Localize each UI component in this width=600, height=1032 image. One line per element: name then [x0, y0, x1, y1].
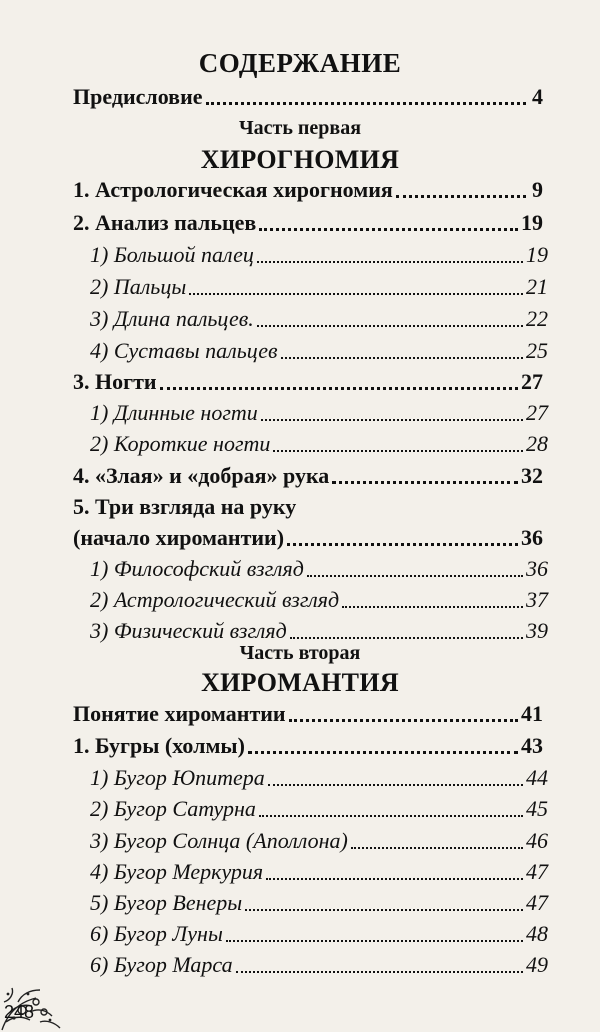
dot-leader — [206, 102, 526, 105]
toc-entry-label: 2) Астрологический взгляд — [90, 587, 340, 612]
toc-entry — [73, 459, 543, 489]
dot-leader — [259, 228, 518, 231]
toc-subentry — [90, 917, 548, 947]
toc-page-number: 43 — [521, 733, 543, 758]
toc-entry-label: 5) Бугор Венеры — [90, 890, 243, 915]
dot-leader — [287, 543, 518, 546]
toc-subentry — [90, 552, 548, 582]
toc-entry-label: Предисловие — [73, 84, 203, 109]
toc-subentry — [90, 396, 548, 426]
dot-leader — [189, 293, 523, 295]
toc-page-number: 39 — [526, 618, 548, 643]
toc-entry — [73, 490, 543, 520]
toc-entry-label: 2) Пальцы — [90, 274, 187, 299]
toc-entry-label: 1) Бугор Юпитера — [90, 765, 265, 790]
toc-page-number: 44 — [526, 765, 548, 790]
dot-leader — [236, 971, 523, 973]
toc-page-number: 41 — [521, 701, 543, 726]
toc-page-number: 27 — [526, 400, 548, 425]
toc-page-number: 32 — [521, 463, 543, 488]
toc-entry-label: 1) Философский взгляд — [90, 556, 304, 581]
toc-entry-label: 3. Ногти — [73, 369, 157, 394]
part-heading: Часть вторая — [239, 642, 361, 664]
part-heading: Часть первая — [238, 117, 362, 139]
toc-page-number: 37 — [526, 587, 548, 612]
dot-leader — [226, 940, 523, 942]
toc-entry-continuation — [73, 521, 543, 551]
toc-entry-label: 2) Короткие ногти — [90, 431, 271, 456]
toc-subentry — [90, 761, 548, 791]
toc-entry-label: 6) Бугор Марса — [90, 952, 233, 977]
toc-page-number: 25 — [526, 338, 548, 363]
section-heading: ХИРОМАНТИЯ — [201, 668, 399, 697]
dot-leader — [268, 784, 523, 786]
toc-page-number: 4 — [532, 84, 543, 109]
toc-page-number: 21 — [526, 274, 548, 299]
toc-entry-label: 3) Длина пальцев. — [90, 306, 254, 331]
toc-entry-label: 1. Бугры (холмы) — [73, 733, 245, 758]
dot-leader — [307, 575, 523, 577]
toc-subentry — [90, 614, 548, 644]
toc-entry-label: 3) Физический взгляд — [90, 618, 287, 643]
toc-subentry — [90, 583, 548, 613]
dot-leader — [351, 847, 523, 849]
dot-leader — [289, 719, 518, 722]
dot-leader — [342, 606, 523, 608]
dot-leader — [261, 419, 523, 421]
toc-entry-label: 4. «Злая» и «добрая» рука — [73, 463, 330, 488]
toc-subentry — [90, 238, 548, 268]
toc-page-number: 22 — [526, 306, 548, 331]
toc-page-number: 19 — [521, 210, 543, 235]
toc-entry-label: 3) Бугор Солнца (Аполлона) — [90, 828, 348, 853]
toc-page-number: 47 — [526, 859, 548, 884]
toc-page-number: 45 — [526, 796, 548, 821]
toc-page-number: 19 — [526, 242, 548, 267]
toc-entry-label: 6) Бугор Луны — [90, 921, 223, 946]
dot-leader — [273, 450, 523, 452]
toc-subentry — [90, 302, 548, 332]
toc-page-number: 49 — [526, 952, 548, 977]
dot-leader — [248, 751, 518, 754]
toc-page-number: 36 — [521, 525, 543, 550]
toc-subentry — [90, 270, 548, 300]
toc-entry — [73, 206, 543, 236]
dot-leader — [281, 357, 523, 359]
toc-entry-label: 2. Анализ пальцев — [73, 210, 257, 235]
toc-entry — [73, 173, 543, 203]
toc-entry-label: 1) Большой палец — [90, 242, 254, 267]
section-heading: ХИРОГНОМИЯ — [200, 145, 400, 174]
dot-leader — [257, 261, 523, 263]
toc-entry-label: Понятие хиромантии — [73, 701, 286, 726]
dot-leader — [257, 325, 523, 327]
toc-subentry — [90, 792, 548, 822]
dot-leader — [290, 637, 523, 639]
toc-subentry — [90, 334, 548, 364]
page-number-footer: 248 — [4, 1002, 35, 1022]
toc-page-number: 47 — [526, 890, 548, 915]
toc-page-number: 48 — [526, 921, 548, 946]
page-title: СОДЕРЖАНИЕ — [198, 48, 402, 78]
toc-entry-label: (начало хиромантии) — [73, 525, 285, 550]
toc-entry-preface — [73, 80, 543, 110]
toc-entry-label: 5. Три взгляда на руку — [73, 494, 297, 519]
toc-entry-label: 4) Суставы пальцев — [90, 338, 278, 363]
toc-entry-label: 1) Длинные ногти — [90, 400, 258, 425]
toc-subentry — [90, 855, 548, 885]
dot-leader — [160, 387, 518, 390]
toc-page-number: 27 — [521, 369, 543, 394]
dot-leader — [259, 815, 523, 817]
dot-leader — [266, 878, 523, 880]
toc-page-number: 46 — [526, 828, 548, 853]
toc-subentry — [90, 886, 548, 916]
dot-leader — [245, 909, 523, 911]
dot-leader — [396, 195, 526, 198]
toc-subentry — [90, 824, 548, 854]
toc-subentry — [90, 427, 548, 457]
toc-entry-label: 2) Бугор Сатурна — [90, 796, 256, 821]
toc-entry — [73, 697, 543, 727]
toc-page-number: 9 — [532, 177, 543, 202]
toc-entry — [73, 365, 543, 395]
toc-entry-label: 1. Астрологическая хирогномия — [73, 177, 393, 202]
toc-entry-label: 4) Бугор Меркурия — [90, 859, 264, 884]
toc-page-number: 28 — [526, 431, 548, 456]
dot-leader — [332, 481, 518, 484]
toc-page-number: 36 — [526, 556, 548, 581]
toc-entry — [73, 729, 543, 759]
toc-subentry — [90, 948, 548, 978]
